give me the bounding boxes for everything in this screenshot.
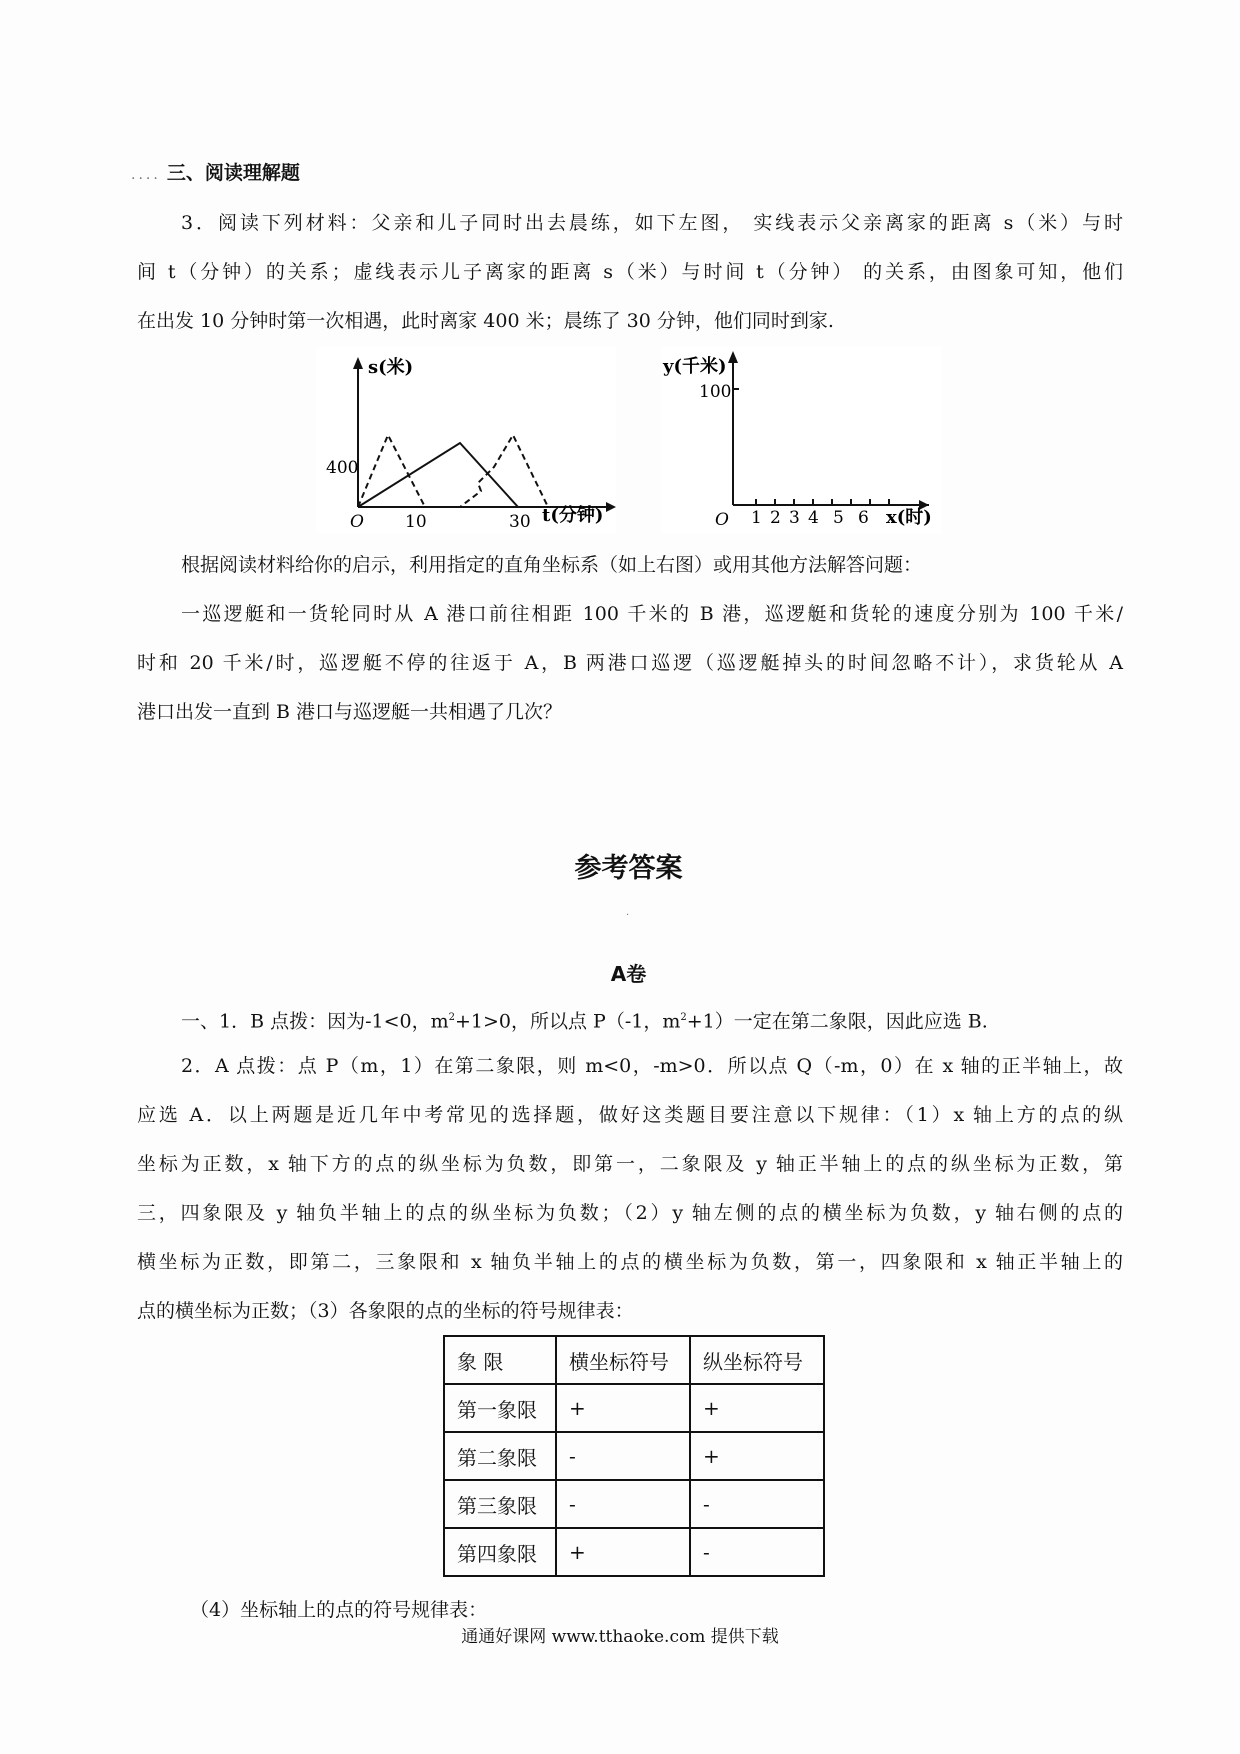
left-chart-svg: [316, 347, 616, 533]
section-header: [131, 158, 300, 185]
left-y-label: s(米): [368, 357, 414, 378]
answer-subheading: A卷: [610, 962, 647, 986]
page-footer: 通通好课网 www.tthaoke.com 提供下载: [461, 1627, 779, 1647]
figure-left: [316, 347, 616, 533]
table-header-cell: 纵坐标符号: [690, 1336, 824, 1384]
left-y-tick: 400: [326, 458, 359, 478]
answer-1-pre: 一、1．B 点拨：因为-1<0，m: [181, 1010, 449, 1033]
answer-1-sup-2: 2: [680, 1012, 687, 1023]
table-row: [444, 1384, 824, 1432]
answer-2-line-5: 横坐标为正数，即第二，三象限和 x 轴负半轴上的点的横坐标为负数，第一，四象限和 x 轴正半轴上的: [137, 1251, 1123, 1273]
right-x-tick-3: 3: [789, 508, 800, 528]
table-header-row: [444, 1336, 824, 1384]
table-cell: 第一象限: [444, 1384, 556, 1432]
problem-line-3: 在出发 10 分钟时第一次相遇，此时离家 400 米；晨练了 30 分钟，他们同时到家.: [137, 310, 834, 332]
left-y-arrow: [353, 357, 363, 369]
figure-right: [661, 347, 941, 533]
right-origin: O: [715, 510, 729, 530]
table-cell: 第三象限: [444, 1480, 556, 1528]
answer-2-line-3: 坐标为正数，x 轴下方的点的纵坐标为负数，即第一，二象限及 y 轴正半轴上的点的纵坐标为正数，第: [137, 1153, 1123, 1175]
table-cell: 第二象限: [444, 1432, 556, 1480]
answer-1-sup-1: 2: [448, 1012, 455, 1023]
problem-line-1: 3．阅读下列材料：父亲和儿子同时出去晨练，如下左图， 实线表示父亲离家的距离 s（米）与时: [181, 212, 1123, 234]
right-y-tick: 100: [699, 382, 732, 402]
table-cell: +: [690, 1384, 824, 1432]
table-cell: -: [556, 1480, 690, 1528]
answer-2-line-4: 三，四象限及 y 轴负半轴上的点的纵坐标为负数；（2）y 轴左侧的点的横坐标为负数，y 轴右侧的点的: [137, 1202, 1123, 1224]
table-row: [444, 1528, 824, 1576]
left-origin: O: [350, 512, 364, 532]
table-cell: -: [556, 1432, 690, 1480]
right-y-label: y(千米): [663, 356, 727, 377]
problem-line-6: 时和 20 千米/时，巡逻艇不停的往返于 A，B 两港口巡逻（巡逻艇掉头的时间忽略不计），求货轮从 A: [137, 652, 1123, 674]
right-x-tick-2: 2: [770, 508, 781, 528]
right-x-tick-6: 6: [858, 508, 869, 528]
left-x-arrow: [606, 502, 616, 512]
right-x-tick-5: 5: [833, 508, 844, 528]
section-title: 三、阅读理解题: [166, 162, 300, 184]
son-line: [358, 435, 548, 507]
problem-line-7: 港口出发一直到 B 港口与巡逻艇一共相遇了几次？: [137, 701, 563, 723]
problem-line-2: 间 t（分钟）的关系；虚线表示儿子离家的距离 s（米）与时间 t（分钟） 的关系，由图象可知，他们: [137, 261, 1123, 283]
problem-line-4: 根据阅读材料给你的启示，利用指定的直角坐标系（如上右图）或用其他方法解答问题：: [181, 554, 923, 576]
quadrant-sign-table: [443, 1335, 825, 1577]
table-cell: +: [556, 1528, 690, 1576]
table-cell: +: [690, 1432, 824, 1480]
answer-2-line-2: 应选 A．以上两题是近几年中考常见的选择题，做好这类题目要注意以下规律：（1）x 轴上方的点的纵: [137, 1104, 1123, 1126]
table-header-cell: 横坐标符号: [556, 1336, 690, 1384]
right-y-arrow: [728, 351, 738, 363]
answer-2-line-1: 2．A 点拨：点 P（m，1）在第二象限，则 m<0，-m>0．所以点 Q（-m，0）在 x 轴的正半轴上，故: [181, 1055, 1123, 1077]
table-header-cell: 象 限: [444, 1336, 556, 1384]
left-x-tick-30: 30: [509, 512, 531, 532]
right-x-tick-4: 4: [808, 508, 819, 528]
problem-line-5: 一巡逻艇和一货轮同时从 A 港口前往相距 100 千米的 B 港，巡逻艇和货轮的速度分别为 100 千米/: [181, 603, 1123, 625]
right-x-label: x(时): [886, 507, 932, 528]
answer-2-line-6: 点的横坐标为正数；（3）各象限的点的坐标的符号规律表：: [137, 1300, 634, 1322]
section-dots: ....: [131, 167, 161, 183]
answer-dot: ·: [626, 910, 630, 921]
right-x-tick-1: 1: [751, 508, 762, 528]
right-chart-svg: [661, 347, 941, 533]
left-x-tick-10: 10: [405, 512, 427, 532]
answer-1: [137, 993, 1123, 1046]
table-cell: 第四象限: [444, 1528, 556, 1576]
left-x-label: t(分钟): [542, 505, 604, 526]
answer-1-mid: +1>0，所以点 P（-1，m: [455, 1010, 681, 1033]
answer-heading: 参考答案: [574, 853, 683, 884]
table-cell: +: [556, 1384, 690, 1432]
table-row: [444, 1432, 824, 1480]
table-cell: -: [690, 1528, 824, 1576]
answer-1-post: +1）一定在第二象限，因此应选 B.: [686, 1010, 988, 1033]
table-row: [444, 1480, 824, 1528]
father-line: [358, 443, 518, 507]
answer-2-line-7: （4）坐标轴上的点的符号规律表：: [190, 1599, 488, 1621]
table-cell: -: [690, 1480, 824, 1528]
